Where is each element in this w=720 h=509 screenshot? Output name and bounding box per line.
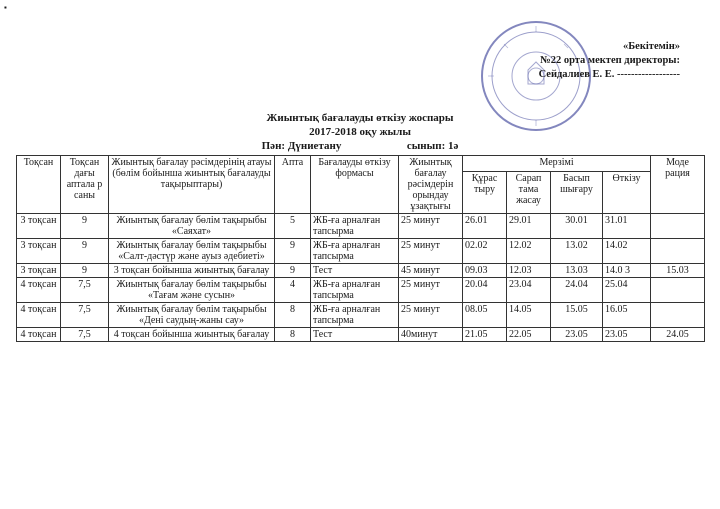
cell-week: 4	[275, 278, 311, 303]
header-names: Жиынтық бағалау рәсімдерінің атауы (бөлім бойынша жиынтық бағалауды тақырыптары)	[109, 156, 275, 214]
cell-weeks: 9	[61, 264, 109, 278]
table-row	[17, 328, 705, 342]
cell-form: ЖБ-ға арналған тапсырма	[311, 239, 399, 264]
cell-name: Жиынтық бағалау бөлім тақырыбы «Тағам және сусын»	[109, 278, 275, 303]
assessment-schedule-table	[16, 155, 705, 342]
cell-moderation	[651, 214, 705, 239]
header-compile: Құрас тыру	[463, 172, 507, 214]
cell-compile: 26.01	[463, 214, 507, 239]
cell-form: ЖБ-ға арналған тапсырма	[311, 214, 399, 239]
cell-name: Жиынтық бағалау бөлім тақырыбы «Дені саудың-жаны сау»	[109, 303, 275, 328]
cell-week: 8	[275, 303, 311, 328]
cell-duration: 25 минут	[399, 214, 463, 239]
cell-quarter: 3 тоқсан	[17, 239, 61, 264]
cell-review: 12.03	[507, 264, 551, 278]
cell-duration: 40минут	[399, 328, 463, 342]
cell-quarter: 3 тоқсан	[17, 214, 61, 239]
subject-label: Пән: Дүниетану	[261, 140, 342, 152]
cell-moderation	[651, 303, 705, 328]
cell-form: Тест	[311, 264, 399, 278]
header-moderation: Моде рация	[651, 156, 705, 214]
subject-class-line	[0, 140, 720, 152]
cell-moderation: 24.05	[651, 328, 705, 342]
cell-form: ЖБ-ға арналған тапсырма	[311, 303, 399, 328]
header-duration: Жиынтық бағалау рәсімдерін орындау ұзақтығы	[399, 156, 463, 214]
cell-week: 9	[275, 264, 311, 278]
table-row	[17, 239, 705, 264]
cell-name: 4 тоқсан бойынша жиынтық бағалау	[109, 328, 275, 342]
cell-print: 15.05	[551, 303, 603, 328]
header-quarter: Тоқсан	[17, 156, 61, 214]
cell-print: 30.01	[551, 214, 603, 239]
approval-line-3: Сейдалиев Е. Е. ------------------	[538, 69, 680, 80]
cell-week: 5	[275, 214, 311, 239]
cell-print: 13.03	[551, 264, 603, 278]
cell-compile: 09.03	[463, 264, 507, 278]
table-row	[17, 264, 705, 278]
cell-moderation	[651, 239, 705, 264]
table-row	[17, 278, 705, 303]
document-title: Жиынтық бағалауды өткізу жоспары	[266, 112, 454, 124]
cell-review: 14.05	[507, 303, 551, 328]
cell-moderation: 15.03	[651, 264, 705, 278]
approval-line-2: №22 орта мектеп директоры:	[540, 55, 680, 66]
approval-block	[539, 40, 680, 82]
header-conduct: Өткізу	[603, 172, 651, 214]
cell-weeks: 7,5	[61, 303, 109, 328]
cell-weeks: 9	[61, 239, 109, 264]
cell-conduct: 25.04	[603, 278, 651, 303]
cell-name: Жиынтық бағалау бөлім тақырыбы «Салт-дәстүр және ауыз әдебиеті»	[109, 239, 275, 264]
header-deadlines: Мерзімі	[463, 156, 651, 172]
table-row	[17, 214, 705, 239]
cell-week: 9	[275, 239, 311, 264]
cell-print: 23.05	[551, 328, 603, 342]
header-week: Апта	[275, 156, 311, 214]
cell-compile: 21.05	[463, 328, 507, 342]
cell-name: 3 тоқсан бойынша жиынтық бағалау	[109, 264, 275, 278]
cell-quarter: 4 тоқсан	[17, 303, 61, 328]
cell-week: 8	[275, 328, 311, 342]
header-print: Басып шығару	[551, 172, 603, 214]
cell-duration: 25 минут	[399, 239, 463, 264]
cell-duration: 25 минут	[399, 303, 463, 328]
header-review: Сарап тама жасау	[507, 172, 551, 214]
table-row	[17, 303, 705, 328]
cell-weeks: 7,5	[61, 328, 109, 342]
cell-moderation	[651, 278, 705, 303]
cell-quarter: 3 тоқсан	[17, 264, 61, 278]
cell-print: 24.04	[551, 278, 603, 303]
cell-duration: 45 минут	[399, 264, 463, 278]
cell-compile: 02.02	[463, 239, 507, 264]
cell-review: 12.02	[507, 239, 551, 264]
cell-conduct: 23.05	[603, 328, 651, 342]
header-week-count: Тоқсан дағы аптала р саны	[61, 156, 109, 214]
cell-quarter: 4 тоқсан	[17, 328, 61, 342]
header-form: Бағалауды өткізу формасы	[311, 156, 399, 214]
cell-form: ЖБ-ға арналған тапсырма	[311, 278, 399, 303]
approval-line-1: «Бекітемін»	[622, 41, 680, 52]
cell-form: Тест	[311, 328, 399, 342]
cell-conduct: 16.05	[603, 303, 651, 328]
cell-review: 29.01	[507, 214, 551, 239]
cell-name: Жиынтық бағалау бөлім тақырыбы «Саяхат»	[109, 214, 275, 239]
cell-review: 22.05	[507, 328, 551, 342]
cell-print: 13.02	[551, 239, 603, 264]
cell-duration: 25 минут	[399, 278, 463, 303]
cell-conduct: 14.02	[603, 239, 651, 264]
academic-year: 2017-2018 оқу жылы	[309, 126, 411, 138]
cell-weeks: 7,5	[61, 278, 109, 303]
cell-conduct: 31.01	[603, 214, 651, 239]
cell-conduct: 14.0 3	[603, 264, 651, 278]
cell-compile: 08.05	[463, 303, 507, 328]
class-label: сынып: 1ә	[406, 140, 459, 152]
cell-review: 23.04	[507, 278, 551, 303]
cell-compile: 20.04	[463, 278, 507, 303]
cell-weeks: 9	[61, 214, 109, 239]
corner-mark: ▪	[4, 3, 7, 12]
header-row	[17, 156, 705, 172]
cell-quarter: 4 тоқсан	[17, 278, 61, 303]
